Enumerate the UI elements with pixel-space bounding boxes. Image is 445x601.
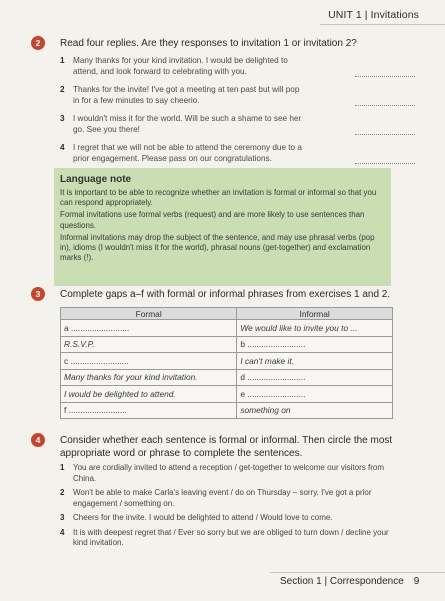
- table-cell: something on: [237, 402, 393, 419]
- table-cell[interactable]: a .........................: [61, 320, 237, 337]
- unit-header: UNIT 1 | Invitations: [328, 9, 419, 21]
- table-row: [61, 369, 393, 386]
- exercise-2-items: [60, 55, 415, 171]
- answer-blank[interactable]: [355, 105, 415, 106]
- list-item: 4 It is with deepest regret that / Ever so sorry but we are obliged to turn down / decline your kind invitation.: [60, 527, 389, 547]
- footer-rule: [270, 572, 445, 573]
- list-item: 2 Thanks for the invite! I've got a meeting at ten past but will pop in for a few minutes to say cheerio.: [60, 84, 415, 106]
- table-cell[interactable]: e .........................: [237, 386, 393, 403]
- list-item: 1 You are cordially invited to attend a reception / get-together to welcome our visitors from China.: [60, 463, 384, 483]
- answer-blank[interactable]: [355, 134, 415, 135]
- table-cell[interactable]: c .........................: [61, 353, 237, 370]
- page-footer: [280, 576, 419, 587]
- column-header-informal: Informal: [237, 308, 393, 320]
- language-note-paragraph: Informal invitations may drop the subject of the sentence, and may use phrasal verbs (pop in), idioms (I wouldn't miss it for the world), phrasal nouns (get-together) and exclamation marks (!).: [60, 232, 375, 263]
- language-note-title: Language note: [60, 174, 132, 185]
- answer-blank[interactable]: [355, 76, 415, 77]
- table-row: [61, 353, 393, 370]
- formal-informal-table: [60, 307, 393, 419]
- exercise-3-instruction: Complete gaps a–f with formal or informal phrases from exercises 1 and 2.: [60, 289, 391, 300]
- column-header-formal: Formal: [61, 308, 237, 320]
- table-cell: I can't make it.: [237, 353, 393, 370]
- footer-section: Section 1 | Correspondence: [280, 576, 404, 587]
- exercise-3-number: 3: [31, 287, 45, 301]
- header-rule: [320, 24, 445, 25]
- list-item: 2 Won't be able to make Carla's leaving event / do on Thursday – sorry. I've got a prior engagement / something on.: [60, 488, 372, 508]
- language-note-paragraph: It is important to be able to recognize whether an invitation is formal or informal so that you can respond appropriately.: [60, 188, 377, 208]
- list-item: 3 I wouldn't miss it for the world. Will be such a shame to see her go. See you there!: [60, 113, 415, 135]
- list-item: 4 I regret that we will not be able to attend the ceremony due to a prior engagement. Please pass on our congratulations.: [60, 142, 415, 164]
- table-cell[interactable]: d .........................: [237, 369, 393, 386]
- answer-blank[interactable]: [355, 163, 415, 164]
- table-row: [61, 386, 393, 403]
- table-row: [61, 336, 393, 353]
- page-number: 9: [413, 576, 420, 587]
- exercise-4-number: 4: [31, 433, 45, 447]
- exercise-4-items: [60, 463, 400, 553]
- exercise-2-number: 2: [31, 36, 45, 50]
- table-cell: I would be delighted to attend.: [61, 386, 237, 403]
- list-item: 1 Many thanks for your kind invitation. I would be delighted to attend, and look forward to celebrating with you.: [60, 55, 415, 77]
- exercise-4-instruction: Consider whether each sentence is formal or informal. Then circle the most appropriate word or phrase to complete the sentences.: [60, 435, 393, 459]
- exercise-2-instruction: Read four replies. Are they responses to invitation 1 or invitation 2?: [60, 38, 357, 49]
- table-cell: We would like to invite you to ...: [237, 320, 393, 337]
- table-row: [61, 402, 393, 419]
- list-item: 3 Cheers for the invite. I would be delighted to attend / Would love to come.: [60, 513, 333, 522]
- table-cell: R.S.V.P.: [61, 336, 237, 353]
- language-note: [54, 168, 391, 286]
- table-cell[interactable]: f .........................: [61, 402, 237, 419]
- table-cell: Many thanks for your kind invitation.: [61, 369, 237, 386]
- language-note-paragraph: Formal invitations use formal verbs (request) and are more likely to use sentences than questions.: [60, 210, 365, 230]
- table-cell[interactable]: b .........................: [237, 336, 393, 353]
- table-row: [61, 320, 393, 337]
